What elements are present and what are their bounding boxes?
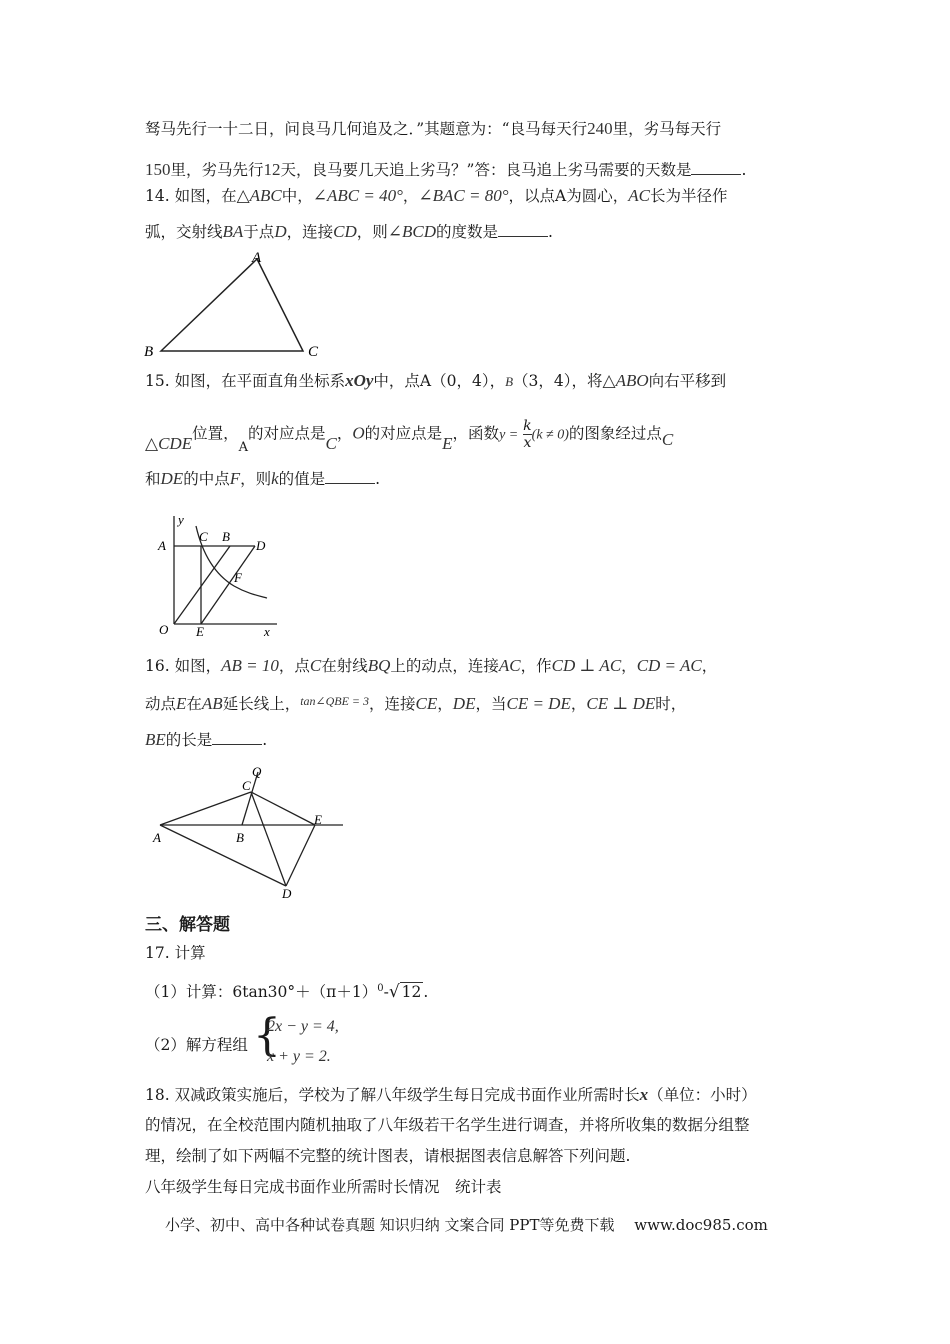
q14-line-2: 弧，交射线BA于点D，连接CD，则∠BCD的度数是 . (145, 222, 553, 241)
q13-num-150: 150 (145, 160, 171, 179)
q18-line-3: 理，绘制了如下两幅不完整的统计图表，请根据图表信息解答下列问题. (145, 1147, 631, 1165)
q16-line-3: BE的长是 . (145, 730, 268, 749)
q16-text: ， (437, 695, 453, 713)
q14-text: 弧，交射线 (145, 223, 223, 241)
segment-ed (201, 546, 255, 624)
answer-blank (691, 160, 741, 175)
q15-text: 的值是 (278, 470, 326, 488)
q16-text: ，当 (475, 695, 507, 713)
q15-text: 和 (145, 470, 161, 488)
q17-text: （2）解方程组 (145, 1036, 248, 1054)
q15-text: A (238, 439, 248, 455)
q13-text: 里，劣马先行 (170, 161, 264, 179)
label-O: O (159, 622, 169, 637)
segment-ed (286, 825, 315, 886)
q16-text: ， (621, 657, 637, 675)
q15-text: ，则 (240, 470, 272, 488)
q15-text: ， (336, 424, 353, 443)
q14-line-1 (145, 185, 728, 207)
q18-line-2: 的情况，在全校范围内随机抽取了八年级若干名学生进行调查，并将所收集的数据分组整 (145, 1116, 750, 1134)
label-x: x (264, 624, 270, 639)
q16-line-1 (145, 655, 717, 677)
exponent: 0 (377, 983, 384, 994)
label-B: B (222, 529, 230, 544)
answer-blank (212, 730, 262, 745)
fraction-k-over-x (523, 418, 531, 451)
q17-part-1 (145, 978, 428, 1003)
segment-ce (251, 792, 315, 825)
q16-text: 延长线上， (222, 695, 301, 713)
q14-math: ∠BAC = 80° (418, 186, 509, 205)
q14-text: ，以点A为圆心， (508, 187, 629, 205)
q16-math: DE (452, 694, 476, 713)
q14-math: AC (628, 186, 650, 205)
q15-math: C (661, 429, 674, 449)
q15-math: xOy (345, 371, 374, 390)
q14-text: 14. 如图，在 (145, 187, 237, 205)
q14-text: ，则 (356, 223, 388, 241)
q18-line-1 (145, 1084, 757, 1106)
label-C: C (308, 344, 319, 360)
q17-text: （1）计算：6tan30°＋（π＋1） (145, 983, 378, 1002)
q18-table-caption: 八年级学生每日完成书面作业所需时长情况 统计表 (145, 1178, 502, 1196)
q16-text: 上的动点，连接 (390, 657, 499, 675)
q16-text: ，点 (278, 657, 310, 675)
equation-2: x + y = 2. (267, 1048, 331, 1065)
q16-math: BE (145, 730, 166, 749)
q13-text: 天，良马要几天追上劣马？”答：良马追上劣马需要的天数是 (280, 161, 692, 179)
q15-text: 的中点 (183, 470, 230, 488)
q15-math: △CDE (145, 433, 193, 453)
q15-text: ，函数 (452, 424, 500, 443)
q16-math: AC (498, 656, 521, 675)
label-B: B (236, 830, 244, 845)
q15-text: 的对应点是 (364, 424, 443, 443)
q16-text: 16. 如图， (145, 657, 222, 675)
q15-text: 位置， (192, 424, 239, 443)
answer-blank (498, 222, 548, 237)
label-A: A (252, 250, 262, 266)
q16-line-2 (145, 693, 686, 716)
q14-text: 长为半径作 (649, 187, 728, 205)
q15-math: C (325, 433, 337, 453)
q16-text: 时， (655, 695, 687, 713)
q16-math: BQ (367, 656, 391, 675)
q15-math: (k ≠ 0) (531, 427, 569, 443)
q16-text: 动点 (145, 695, 177, 713)
q15-line-3: 和DE的中点F，则k的值是 . (145, 469, 381, 488)
page-footer: 小学、初中、高中各种试卷真题 知识归纳 文案合同 PPT等免费下载 www.doc985.com (165, 1216, 768, 1234)
label-D: D (282, 886, 292, 901)
q15-text: 的对应点是 (247, 424, 326, 443)
label-D: D (256, 538, 266, 553)
label-A: A (153, 830, 161, 845)
label-C: C (199, 529, 208, 544)
q17-text: . (423, 983, 429, 1002)
q13-text: 里，劣马每天行 (612, 120, 722, 138)
q16-math: AB = 10 (221, 656, 279, 675)
q14-triangle-figure (140, 248, 330, 363)
q16-math: CE = DE (506, 694, 571, 713)
label-y: y (178, 512, 184, 527)
q14-math: ∠BCD (387, 222, 436, 241)
label-E: E (196, 624, 204, 639)
q16-text: ，作 (520, 657, 552, 675)
q16-math: CE (415, 694, 438, 713)
q13-num-12: 12 (263, 160, 281, 179)
q16-geometry-figure (150, 762, 350, 902)
q16-math: CD ⊥ AC (551, 656, 622, 675)
segment-ac (160, 792, 251, 825)
q14-math: △ABC (236, 186, 282, 205)
q15-math: O (352, 423, 365, 443)
segment-ob (174, 546, 230, 624)
answer-blank (325, 469, 375, 484)
q16-text: ， (570, 695, 587, 713)
q16-text: 在 (186, 695, 202, 713)
q15-line-2 (145, 418, 674, 455)
sqrt-sign: √ (388, 982, 400, 1003)
q16-text: 的长是 (165, 731, 213, 749)
system-brace: { (253, 1010, 281, 1061)
q13-num-240: 240 (587, 119, 613, 138)
q16-math: CD = AC (636, 656, 702, 675)
q15-line-1 (145, 370, 726, 393)
q18-text: 18. 双减政策实施后，学校为了解八年级学生每日完成书面作业所需时长 (145, 1086, 640, 1104)
q14-math: D (274, 222, 287, 241)
q14-math: CD (333, 222, 357, 241)
q13-line-2: 150里，劣马先行12天，良马要几天追上劣马？”答：良马追上劣马需要的天数是 . (145, 160, 747, 179)
q15-text: 向右平移到 (648, 372, 727, 390)
q13-line-1 (145, 118, 721, 140)
q16-math: CE ⊥ DE (586, 694, 656, 713)
q15-math: B (505, 374, 514, 389)
q13-text: 驽马先行一十二日，问良马几何追及之．”其题意为：“良马每天行 (145, 120, 588, 138)
label-B: B (144, 344, 154, 360)
q16-math: C (309, 656, 322, 675)
q15-text: （3，4），将 (513, 372, 603, 390)
q14-text: 于点 (243, 223, 275, 241)
fraction-denominator: x (523, 435, 532, 451)
q16-text: ，连接 (369, 695, 416, 713)
label-E: E (314, 812, 322, 827)
equation-1: 2x − y = 4, (267, 1018, 339, 1035)
q18-text: （单位：小时） (648, 1086, 757, 1104)
q16-text: ， (701, 657, 718, 675)
q18-math: x (639, 1085, 649, 1104)
sqrt-radicand: 12 (401, 983, 422, 1002)
label-A: A (158, 538, 166, 553)
q15-math: y = (499, 427, 519, 443)
q15-text: 15. 如图，在平面直角坐标系 (145, 372, 346, 390)
q14-math: ∠ABC = 40° (312, 186, 403, 205)
q16-math: AB (201, 694, 223, 713)
triangle-abc (161, 259, 303, 351)
q15-math: DE (160, 469, 184, 488)
q14-math: BA (222, 222, 244, 241)
q16-math: tan∠QBE = 3 (300, 694, 370, 708)
q14-text: ，连接 (286, 223, 334, 241)
q14-text: 的度数是 (436, 223, 499, 241)
q15-text: 的图象经过点 (568, 424, 662, 443)
label-F: F (234, 570, 242, 585)
q15-math: F (229, 469, 241, 488)
q16-math: E (176, 694, 187, 713)
q15-coordinate-figure (152, 512, 282, 640)
q14-text: 中， (281, 187, 313, 205)
q15-math: E (442, 433, 453, 453)
section-heading: 三、解答题 (145, 915, 230, 935)
q15-math: k (271, 469, 279, 488)
q15-math: △ABO (602, 371, 649, 390)
q17-title: 17. 计算 (145, 944, 206, 962)
fraction-numerator: k (523, 418, 532, 434)
q15-text: 中，点A（0，4）， (373, 372, 506, 390)
label-Q: Q (252, 764, 262, 779)
q14-text: ， (402, 187, 419, 205)
q16-text: 在射线 (321, 657, 368, 675)
q17-part-2 (145, 1010, 339, 1074)
q17-text: - (383, 983, 389, 1002)
label-C: C (242, 778, 251, 793)
